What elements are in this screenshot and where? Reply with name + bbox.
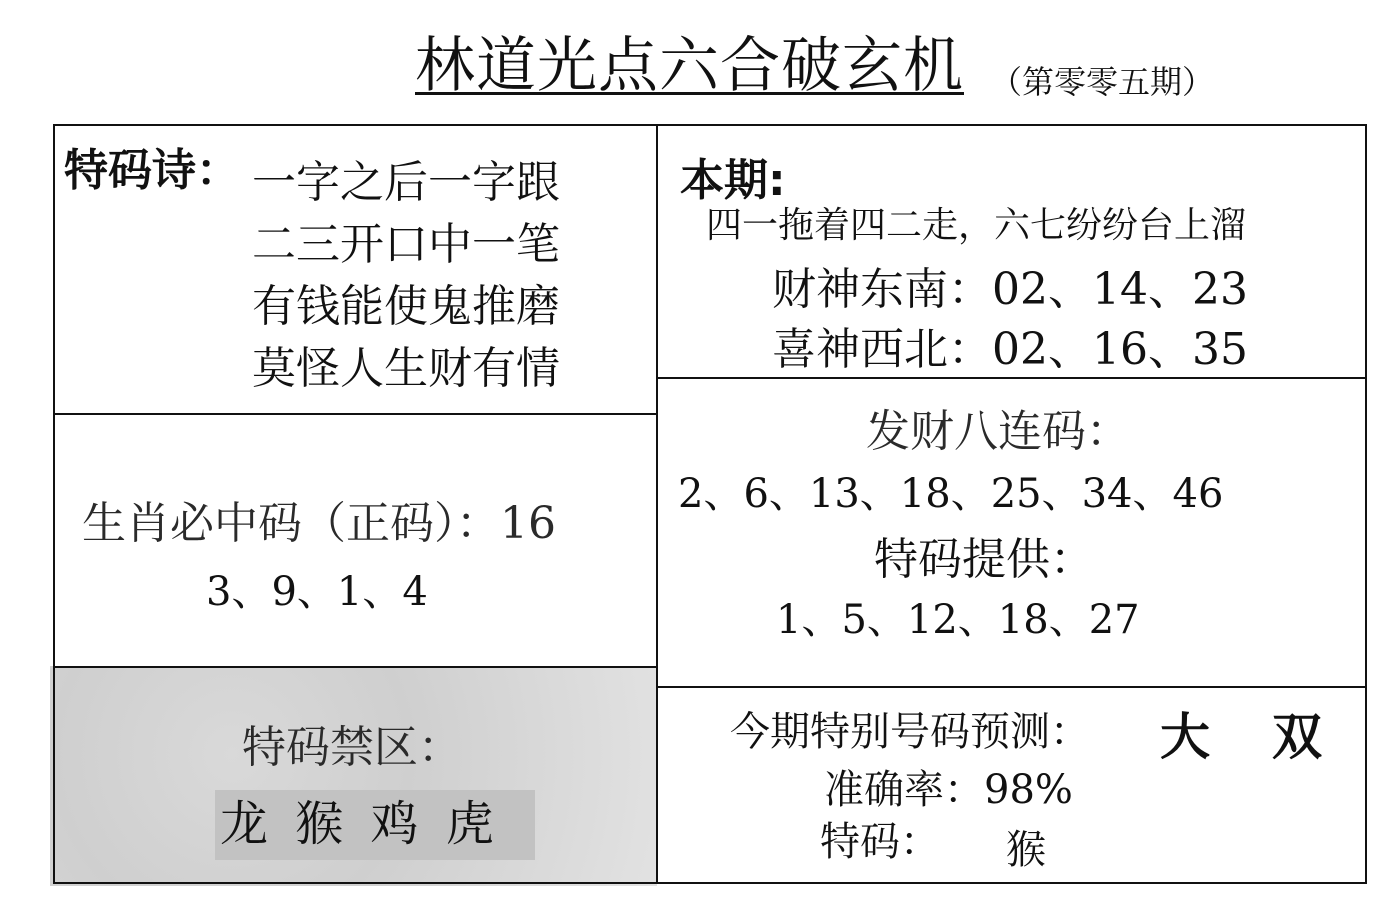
special-provided-numbers: 1、5、12、18、27 bbox=[776, 597, 1140, 643]
accuracy: 准确率：98% bbox=[824, 767, 1073, 813]
poem-line: 莫怪人生财有情 bbox=[252, 343, 560, 394]
page-title: 林道光点六合破玄机 bbox=[415, 31, 964, 101]
poem-label: 特码诗： bbox=[64, 145, 240, 196]
table-divider-left-2 bbox=[53, 666, 657, 668]
special-code-value: 猴 bbox=[1006, 827, 1046, 873]
poem-line: 二三开口中一笔 bbox=[252, 219, 560, 270]
table-divider-vertical bbox=[656, 124, 658, 884]
joy-god-numbers: 喜神西北：02、16、35 bbox=[772, 324, 1248, 375]
poem-line: 一字之后一字跟 bbox=[252, 157, 560, 208]
prediction-label: 今期特别号码预测： bbox=[730, 709, 1090, 755]
poem-line: 有钱能使鬼推磨 bbox=[252, 281, 560, 332]
special-provided-label: 特码提供： bbox=[874, 534, 1094, 585]
zodiac-label: 生肖必中码（正码）：16 bbox=[82, 498, 556, 549]
prediction-big: 大 bbox=[1160, 708, 1210, 766]
wealth-god-numbers: 财神东南：02、14、23 bbox=[772, 264, 1248, 315]
forbidden-label: 特码禁区： bbox=[242, 722, 462, 773]
table-divider-right-2 bbox=[656, 686, 1367, 688]
fortune-numbers: 2、6、13、18、25、34、46 bbox=[678, 471, 1224, 517]
current-label: 本期: bbox=[680, 155, 786, 206]
zodiac-numbers: 3、9、1、4 bbox=[206, 569, 428, 615]
forbidden-animals: 龙 猴 鸡 虎 bbox=[220, 796, 500, 852]
prediction-even: 双 bbox=[1272, 708, 1322, 766]
table-divider-left-1 bbox=[53, 413, 657, 415]
current-verse: 四一拖着四二走，六七纷纷台上溜 bbox=[706, 205, 1247, 246]
special-code-label: 特码： bbox=[820, 819, 940, 865]
fortune-label: 发财八连码： bbox=[866, 406, 1130, 457]
table-divider-right-1 bbox=[656, 377, 1367, 379]
issue-number: （第零零五期） bbox=[990, 63, 1215, 101]
